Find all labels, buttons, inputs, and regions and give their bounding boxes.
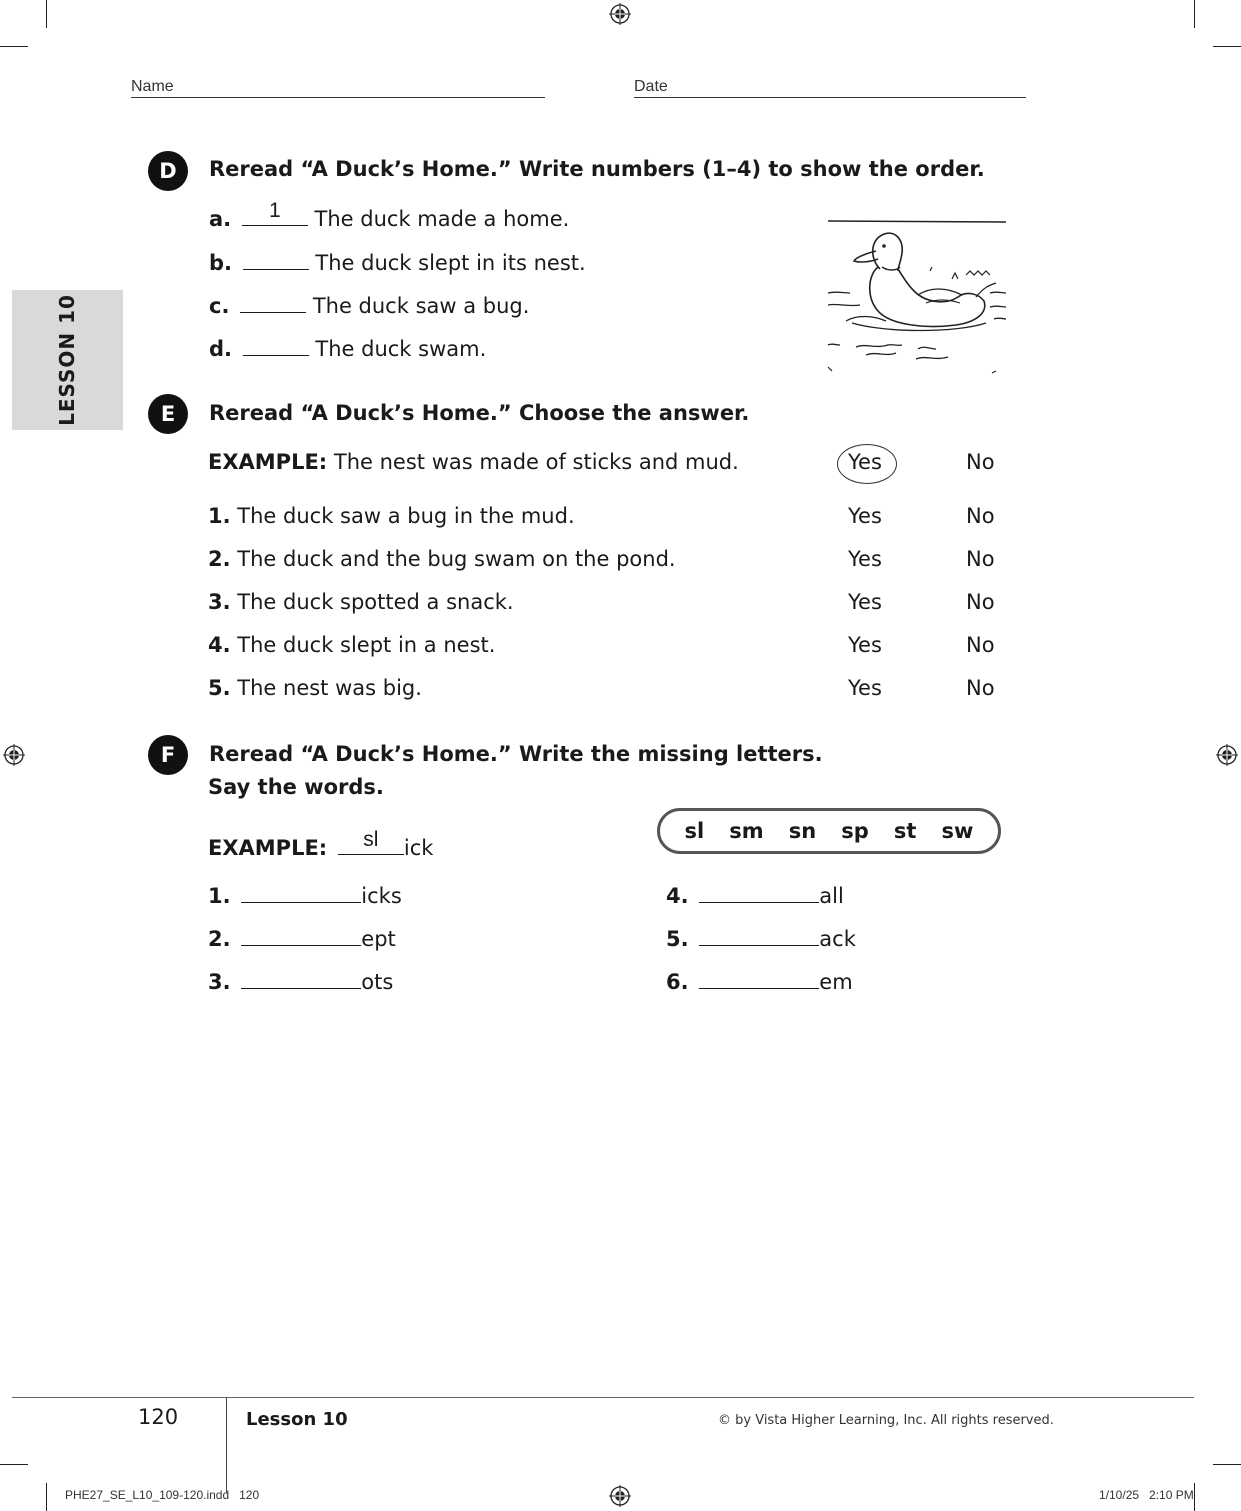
duck-illustration [826,215,1008,377]
order-item [209,292,529,318]
order-answer-blank[interactable] [243,335,309,356]
yes-option[interactable]: Yes [848,590,882,614]
example-yes[interactable]: Yes [848,450,882,474]
yes-option[interactable]: Yes [848,504,882,528]
letter-bank [657,808,1001,854]
word-suffix: em [819,970,853,994]
no-option[interactable]: No [966,676,995,700]
copyright: © by Vista Higher Learning, Inc. All rights reserved. [718,1413,1054,1428]
example-text: The nest was made of sticks and mud. [333,450,739,474]
crop-mark [46,1483,47,1511]
section-f-instruction-line2: Say the words. [208,775,384,799]
statement-item [208,676,422,700]
section-d-badge: D [148,151,188,191]
example-statement [208,450,739,474]
order-answer: 1 [269,199,281,222]
letter-option: sm [729,819,764,843]
word-blank[interactable] [699,968,819,989]
order-item-text: The duck made a home. [314,207,570,231]
footer-divider [12,1397,1194,1398]
word-blank[interactable] [241,968,361,989]
word-item [208,968,393,994]
order-item [209,335,486,361]
lesson-side-tab [12,290,123,430]
date-label: Date [634,78,668,95]
word-item [666,925,856,951]
statement-item [208,633,495,657]
statement-text: The duck and the bug swam on the pond. [237,547,676,571]
word-item [208,925,396,951]
word-item [666,968,853,994]
lesson-side-tab-label: LESSON 10 [55,294,79,426]
word-blank[interactable] [699,882,819,903]
word-num: 5. [666,927,689,951]
word-blank[interactable] [241,925,361,946]
letter-option: st [893,819,917,843]
word-num: 3. [208,970,231,994]
order-answer-blank[interactable] [243,249,309,270]
no-option[interactable]: No [966,633,995,657]
statement-num: 5. [208,676,231,700]
example-suffix: ick [403,836,434,860]
word-num: 6. [666,970,689,994]
order-item-letter: c. [209,294,230,318]
slug-date: 1/10/25 2:10 PM [1099,1488,1194,1502]
order-item-letter: d. [209,337,233,361]
letter-option: sw [941,819,974,843]
order-answer-blank[interactable] [240,292,306,313]
statement-text: The duck spotted a snack. [237,590,514,614]
word-example [208,828,434,860]
section-e-instruction: Reread “A Duck’s Home.” Choose the answer. [209,401,750,425]
order-item-letter: b. [209,251,233,275]
order-item-text: The duck slept in its nest. [315,251,586,275]
section-e-badge: E [148,394,188,434]
statement-text: The nest was big. [237,676,422,700]
order-item-letter: a. [209,207,232,231]
yes-option[interactable]: Yes [848,633,882,657]
name-field[interactable] [131,97,545,98]
letter-option: sn [788,819,817,843]
example-no[interactable]: No [966,450,995,474]
order-item-text: The duck saw a bug. [312,294,530,318]
word-blank[interactable] [241,882,361,903]
letter-option: sp [841,819,869,843]
crop-mark [1194,0,1195,28]
yes-option[interactable]: Yes [848,547,882,571]
word-suffix: ept [361,927,396,951]
date-field[interactable] [634,97,1026,98]
registration-mark-icon [3,744,25,766]
word-num: 4. [666,884,689,908]
order-item-text: The duck swam. [315,337,487,361]
registration-mark-icon [1216,744,1238,766]
name-label: Name [131,78,174,95]
crop-mark [0,46,28,47]
statement-text: The duck saw a bug in the mud. [237,504,575,528]
registration-mark-icon [609,1485,631,1507]
example-label: EXAMPLE: [208,450,328,474]
section-f-instruction-line1: Reread “A Duck’s Home.” Write the missing letters. [209,742,823,766]
word-suffix: all [819,884,844,908]
yes-option[interactable]: Yes [848,676,882,700]
crop-mark [1194,1483,1195,1511]
order-item [209,249,586,275]
statement-num: 3. [208,590,231,614]
word-suffix: ack [819,927,856,951]
crop-mark [46,0,47,28]
letter-option: sl [684,819,705,843]
statement-num: 4. [208,633,231,657]
word-num: 2. [208,927,231,951]
registration-mark-icon [609,3,631,25]
crop-mark [0,1464,28,1465]
crop-mark [1213,46,1241,47]
statement-num: 2. [208,547,231,571]
section-d-instruction: Reread “A Duck’s Home.” Write numbers (1–4) to show the order. [209,157,985,181]
word-item [666,882,844,908]
word-suffix: ots [361,970,394,994]
statement-text: The duck slept in a nest. [237,633,496,657]
no-option[interactable]: No [966,504,995,528]
word-num: 1. [208,884,231,908]
statement-num: 1. [208,504,231,528]
footer-lesson: Lesson 10 [246,1409,348,1430]
word-blank[interactable] [699,925,819,946]
crop-mark [1213,1464,1241,1465]
order-item [209,199,570,231]
footer-vertical-divider [226,1397,227,1493]
word-suffix: icks [361,884,402,908]
section-f-badge: F [148,735,188,775]
statement-item [208,590,514,614]
order-answer-blank[interactable] [242,199,308,226]
statement-item [208,504,575,528]
example-answer: sl [363,828,379,851]
example-blank [338,828,404,855]
statement-item [208,547,676,571]
slug-file: PHE27_SE_L10_109-120.indd 120 [65,1488,260,1502]
example-label: EXAMPLE: [208,836,328,860]
no-option[interactable]: No [966,547,995,571]
no-option[interactable]: No [966,590,995,614]
page-number: 120 [138,1405,179,1429]
word-item [208,882,402,908]
